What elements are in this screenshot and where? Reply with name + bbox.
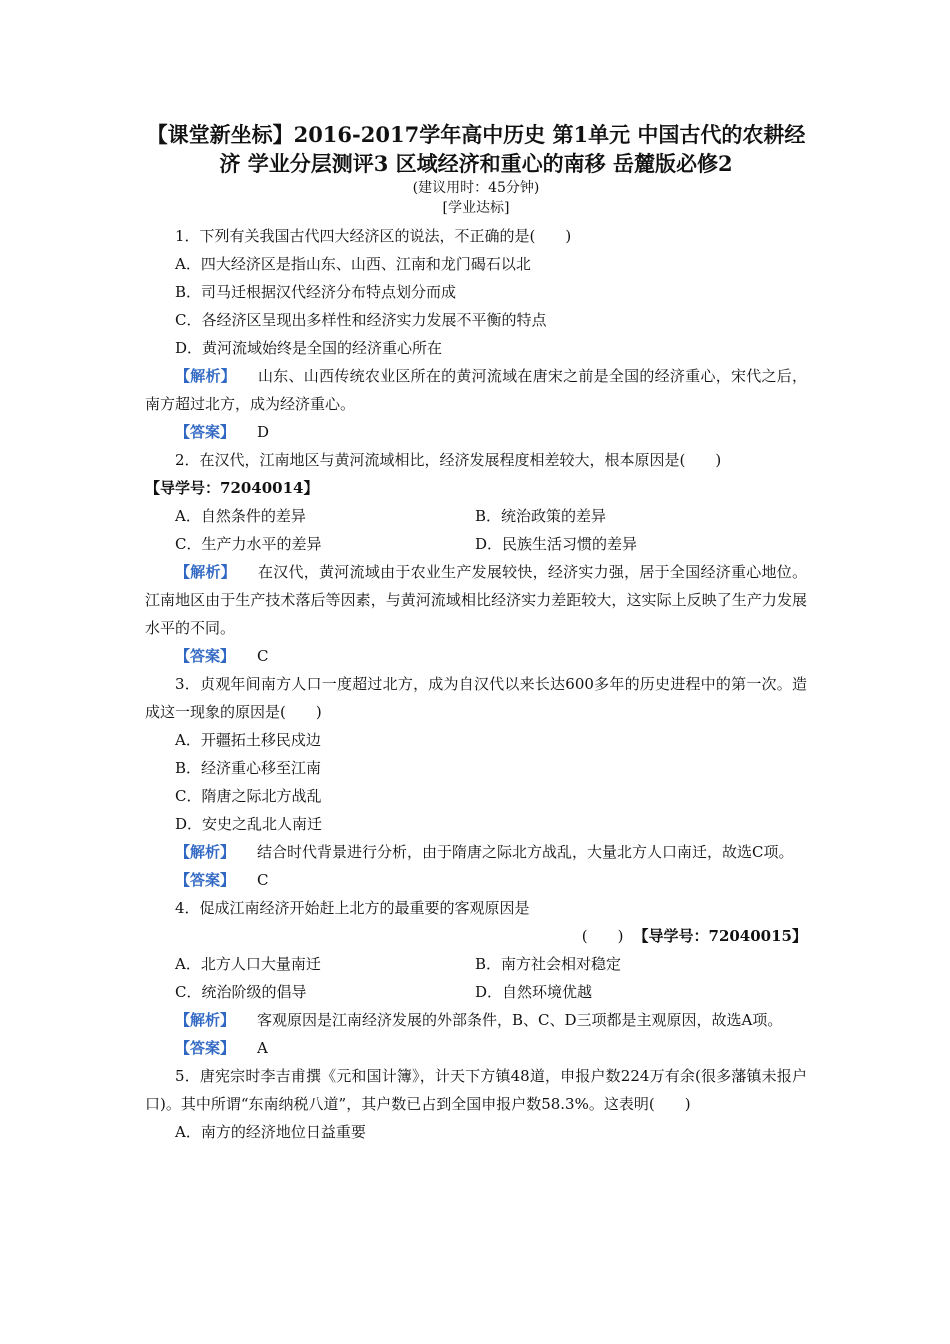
- options-row: [145, 978, 807, 1006]
- answer-tag: 【答案】: [175, 871, 236, 889]
- analysis-text: 山东、山西传统农业区所在的黄河流域在唐宋之前是全国的经济重心，宋代之后，南方超过北方，成为经济重心。: [145, 367, 807, 413]
- document-title: 【课堂新坐标】2016-2017学年高中历史 第1单元 中国古代的农耕经济 学业分层测评3 区域经济和重心的南移 岳麓版必修2: [146, 122, 806, 176]
- analysis-text: 客观原因是江南经济发展的外部条件，B、C、D三项都是主观原因，故选A项。: [257, 1011, 783, 1029]
- question-1: [145, 222, 807, 446]
- question-stem: 2．在汉代，江南地区与黄河流域相比，经济发展程度相差较大，根本原因是( ): [175, 451, 722, 469]
- option-a: A．开疆拓土移民戍边: [175, 731, 321, 749]
- analysis: [145, 558, 807, 642]
- option-b: B．南方社会相对稳定: [475, 955, 622, 973]
- analysis-tag: 【解析】: [175, 1011, 236, 1029]
- question-2: [145, 446, 807, 670]
- options-row: [145, 530, 807, 558]
- options-row: [145, 502, 807, 530]
- analysis-text: 在汉代，黄河流域由于农业生产发展较快，经济实力强，居于全国经济重心地位。江南地区由于生产技术落后等因素，与黄河流域相比经济实力差距较大，这实际上反映了生产力发展水平的不同。: [145, 563, 807, 637]
- analysis: [145, 1006, 807, 1034]
- question-4: [145, 894, 807, 1062]
- option-c: C．各经济区呈现出多样性和经济实力发展不平衡的特点: [175, 311, 547, 329]
- option-a: A．自然条件的差异: [175, 507, 306, 525]
- option-d: D．黄河流域始终是全国的经济重心所在: [175, 339, 443, 357]
- answer-value: C: [257, 647, 269, 665]
- answer-tag: 【答案】: [175, 647, 236, 665]
- bracket-line: [145, 922, 807, 950]
- document-page: [145, 120, 807, 1146]
- option-a: A．南方的经济地位日益重要: [175, 1123, 366, 1141]
- answer-bracket: ( ): [581, 927, 624, 945]
- section-heading: [学业达标]: [442, 200, 510, 216]
- analysis-tag: 【解析】: [175, 843, 236, 861]
- option-b: B．经济重心移至江南: [175, 759, 322, 777]
- question-stem: 4．促成江南经济开始赶上北方的最重要的客观原因是: [175, 899, 530, 917]
- option-d: D．民族生活习惯的差异: [475, 535, 638, 553]
- analysis: [145, 362, 807, 418]
- option-c: C．隋唐之际北方战乱: [175, 787, 322, 805]
- analysis-text: 结合时代背景进行分析，由于隋唐之际北方战乱，大量北方人口南迁，故选C项。: [257, 843, 794, 861]
- option-b: B．统治政策的差异: [475, 507, 607, 525]
- question-3: [145, 670, 807, 894]
- options-row: [145, 950, 807, 978]
- option-a: A．四大经济区是指山东、山西、江南和龙门碣石以北: [175, 255, 531, 273]
- answer: [145, 418, 807, 446]
- option-a: A．北方人口大量南迁: [175, 955, 321, 973]
- question-5: [145, 1062, 807, 1146]
- analysis: [145, 838, 807, 866]
- analysis-tag: 【解析】: [175, 367, 237, 385]
- answer-value: C: [257, 871, 269, 889]
- question-stem: 1．下列有关我国古代四大经济区的说法，不正确的是( ): [175, 227, 572, 245]
- answer-tag: 【答案】: [175, 1039, 236, 1057]
- answer: [145, 642, 807, 670]
- answer-value: D: [257, 423, 270, 441]
- question-stem: 5．唐宪宗时李吉甫撰《元和国计簿》，计天下方镇48道，申报户数224万有余(很多藩镇未报户口)。其中所谓“东南纳税八道”，其户数已占到全国申报户数58.3%。这表明( ): [145, 1067, 807, 1113]
- option-c: C．生产力水平的差异: [175, 535, 322, 553]
- answer: [145, 866, 807, 894]
- option-d: D．自然环境优越: [475, 983, 593, 1001]
- question-stem: 3．贞观年间南方人口一度超过北方，成为自汉代以来长达600多年的历史进程中的第一次。造成这一现象的原因是( ): [145, 675, 807, 721]
- answer-value: A: [257, 1039, 268, 1057]
- answer: [145, 1034, 807, 1062]
- time-hint: (建议用时：45分钟): [412, 180, 540, 196]
- guide-number: 【导学号：72040014】: [145, 479, 319, 497]
- option-d: D．安史之乱北人南迁: [175, 815, 323, 833]
- guide-number: 【导学号：72040015】: [633, 927, 807, 945]
- option-b: B．司马迁根据汉代经济分布特点划分而成: [175, 283, 457, 301]
- answer-tag: 【答案】: [175, 423, 236, 441]
- option-c: C．统治阶级的倡导: [175, 983, 307, 1001]
- analysis-tag: 【解析】: [175, 563, 237, 581]
